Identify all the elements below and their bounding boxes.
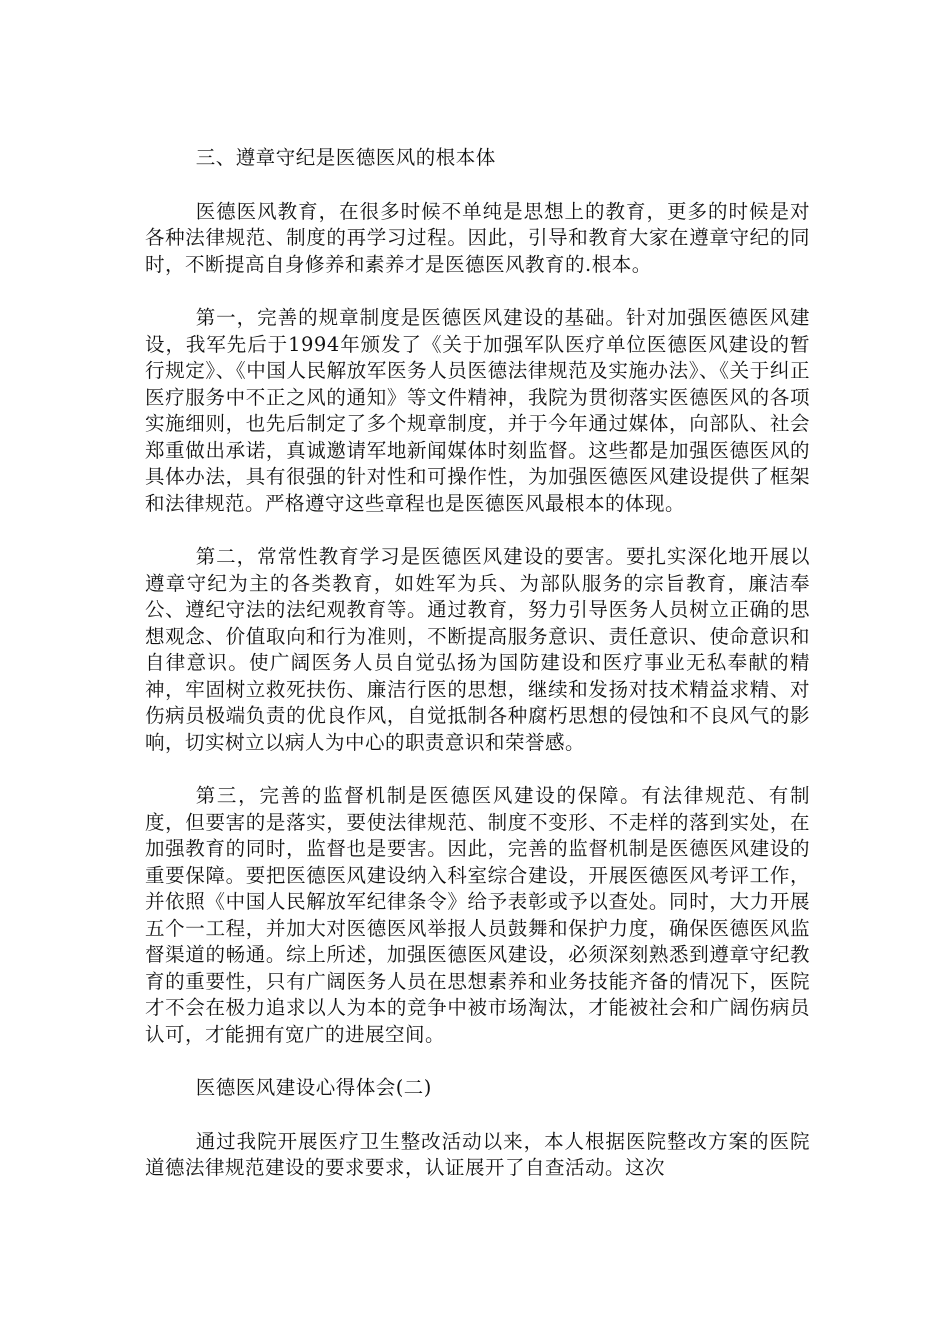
document-body	[145, 145, 810, 1182]
article-title-two: 医德医风建设心得体会(二)	[195, 1076, 432, 1099]
section-heading: 三、遵章守纪是医德医风的根本体	[195, 146, 496, 169]
paragraph-intro: 医德医风教育，在很多时候不单纯是思想上的教育，更多的时候是对各种法律规范、制度的再学习过程。因此，引导和教育大家在遵章守纪的同时，不断提高自身修养和素养才是医德医风教育的.根本。	[145, 199, 810, 276]
paragraph-first-point: 第一，完善的规章制度是医德医风建设的基础。针对加强医德医风建设，我军先后于1994年颁发了《关于加强军队医疗单位医德医风建设的暂行规定》、《中国人民解放军医务人员医德法律规范及实施办法》、《关于纠正医疗服务中不正之风的通知》等文件精神，我院为贯彻落实医德医风的各项实施细则，也先后制定了多个规章制度，并于今年通过媒体，向部队、社会郑重做出承诺，真诚邀请军地新闻媒体时刻监督。这些都是加强医德医风的具体办法，具有很强的针对性和可操作性，为加强医德医风建设提供了框架和法律规范。严格遵守这些章程也是医德医风最根本的体现。	[145, 306, 810, 515]
paragraph-closing: 通过我院开展医疗卫生整改活动以来，本人根据医院整改方案的医院道德法律规范建设的要求要求，认证展开了自查活动。这次	[145, 1129, 810, 1179]
paragraph-second-point: 第二，常常性教育学习是医德医风建设的要害。要扎实深化地开展以遵章守纪为主的各类教育，如姓军为兵、为部队服务的宗旨教育，廉洁奉公、遵纪守法的法纪观教育等。通过教育，努力引导医务人员树立正确的思想观念、价值取向和行为准则，不断提高服务意识、责任意识、使命意识和自律意识。使广阔医务人员自觉弘扬为国防建设和医疗事业无私奉献的精神，牢固树立救死扶伤、廉洁行医的思想，继续和发扬对技术精益求精、对伤病员极端负责的优良作风，自觉抵制各种腐朽思想的侵蚀和不良风气的影响，切实树立以病人为中心的职责意识和荣誉感。	[145, 545, 810, 754]
paragraph-third-point: 第三，完善的监督机制是医德医风建设的保障。有法律规范、有制度，但要害的是落实，要使法律规范、制度不变形、不走样的落到实处，在加强教育的同时，监督也是要害。因此，完善的监督机制是医德医风建设的重要保障。要把医德医风建设纳入科室综合建设，开展医德医风考评工作，并依照《中国人民解放军纪律条令》给予表彰或予以查处。同时，大力开展五个一工程，并加大对医德医风举报人员鼓舞和保护力度，确保医德医风监督渠道的畅通。综上所述，加强医德医风建设，必须深刻熟悉到遵章守纪教育的重要性，只有广阔医务人员在思想素养和业务技能齐备的情况下，医院才不会在极力追求以人为本的竞争中被市场淘汰，才能被社会和广阔伤病员认可，才能拥有宽广的进展空间。	[145, 784, 810, 1046]
